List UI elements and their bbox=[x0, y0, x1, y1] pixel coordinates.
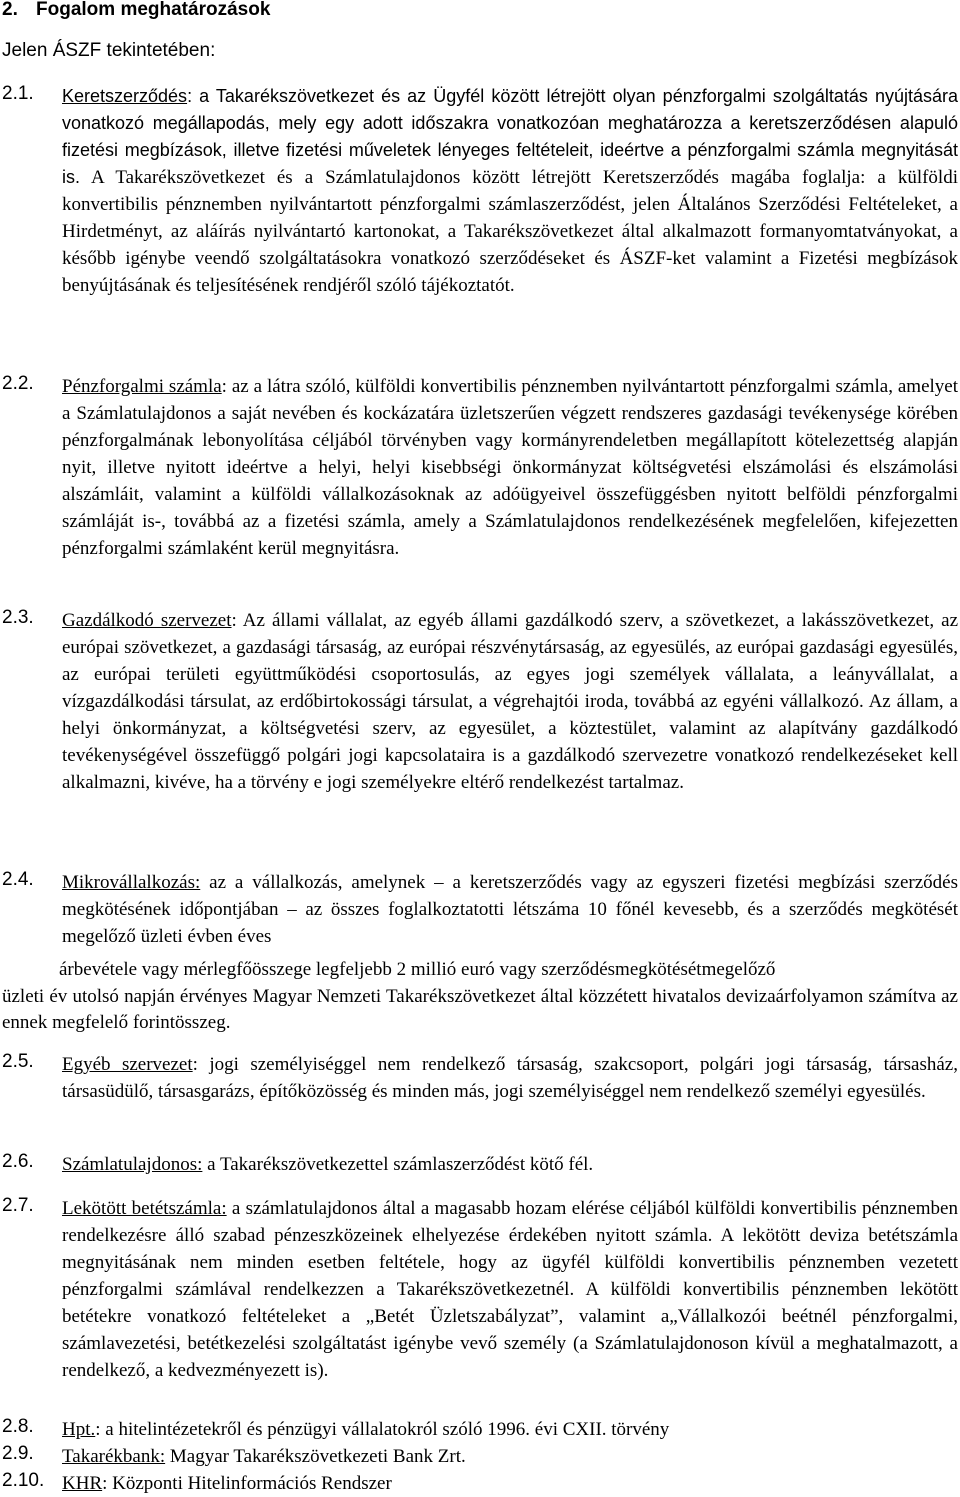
item-body bbox=[62, 1151, 958, 1178]
item-text: jogi személyiséggel nem rendelkező társaság, szakcsoport, polgári jogi társaság, társasház, társasüdülő, társasgarázs, építőközösség és minden más, jogi személyiséggel nem rendelkező személyi egyesülés. bbox=[62, 1054, 958, 1102]
definition-item bbox=[2, 1051, 958, 1105]
item-text: a Takarékszövetkezet és az Ügyfél között létrejött olyan pénzforgalmi szolgáltatás nyújtására vonatkozó megállapodás, mely egy adott időszakra vonatkozóan meghatározza a keretszerződésen alapuló fizetési megbízások, illetve fizetési műveletek lényeges feltételeit, ideértve a pénzforgalmi számla megnyitását is. bbox=[62, 86, 958, 187]
item-term: KHR bbox=[62, 1473, 103, 1494]
item-term: Mikrovállalkozás: bbox=[62, 872, 201, 893]
intro-text: Jelen ÁSZF tekintetében: bbox=[2, 40, 216, 61]
item-text: a számlatulajdonos által a magasabb hozam elérése céljából külföldi konvertibilis pénznemben rendelkezésre álló szabad pénzeszközeinek elhelyezése érdekében nyitott számla. A lekötött deviza betétszámla megnyitásának nem minden esetben feltétele, hogy az ügyfél külföldi konvertibilis pénznemben vezetett pénzforgalmi számlával rendelkezzen a Takarékszövetkezetnél. A külföldi konvertibilis pénznemben lekötött betétekre vonatkozó feltételeket a „Betét Üzletszabályzat”, valamint a„Vállalkozói beétnél pénzforgalmi, számlavezetési, betétkezelési szolgáltatást igénybe vevő személy (a Számlatulajdonoson kívül a meghatalmazott, a rendelkező, a kedvezményezett is). bbox=[62, 1198, 958, 1381]
item-number: 2.9. bbox=[2, 1443, 34, 1464]
item-body bbox=[62, 1443, 958, 1470]
item-body bbox=[62, 1470, 958, 1497]
item-term: Keretszerződés bbox=[62, 86, 188, 106]
item-separator: : bbox=[102, 1473, 108, 1494]
item-body bbox=[62, 1051, 958, 1105]
item-text: Központi Hitelinformációs Rendszer bbox=[107, 1473, 392, 1494]
item-term: Pénzforgalmi számla bbox=[62, 376, 222, 397]
item-separator: : bbox=[221, 376, 227, 397]
item-number: 2.3. bbox=[2, 607, 34, 628]
item-text: a Takarékszövetkezettel számlaszerződést kötő fél. bbox=[202, 1154, 594, 1175]
item-number: 2.7. bbox=[2, 1195, 34, 1216]
item-term: Hpt. bbox=[62, 1419, 96, 1440]
item-number: 2.8. bbox=[2, 1416, 34, 1437]
item-text: az a vállalkozás, amelynek – a keretszerződés vagy az egyszeri fizetési megbízási szerződés megkötésének időpontjában – az összes foglalkoztatotti létszáma 10 főnél kevesebb, és a szerződés megkötését megelőző üzleti évben éves bbox=[62, 872, 958, 947]
item-text: Az állami vállalat, az egyéb állami gazdálkodó szerv, a szövetkezet, a lakásszövetkezet, az európai szövetkezet, a gazdasági társaság, az európai részvénytársaság, az egyesülés, az európai gazdasági egyesülés, az európai területi együttműködési csoportosulás, az egyes jogi személyek vállalata, a leányvállalat, a vízgazdálkodási társulat, az erdőbirtokossági társulat, a végrehajtói iroda, továbbá az egyéni vállalkozó. Az állam, a helyi önkormányzat, a költségvetési szerv, az egyesület, a köztestület, valamint az alapítvány gazdálkodó tevékenységével összefüggő polgári jogi kapcsolataira is a gazdálkodó szervezetre vonatkozó rendelkezéseket kell alkalmazni, kivéve, ha a törvény e jogi személyekre eltérő rendelkezést tartalmaz. bbox=[62, 610, 959, 793]
continuation-text: üzleti év utolsó napján érvényes Magyar Nemzeti Takarékszövetkezet által közzétett hivatalos devizaárfolyamon számítva az ennek megfelelő forintösszeg. bbox=[2, 985, 958, 1033]
item-separator: : bbox=[192, 1054, 198, 1075]
item-term: Gazdálkodó szervezet bbox=[62, 610, 232, 631]
item-body bbox=[62, 869, 958, 950]
item-text: a hitelintézetekről és pénzügyi vállalatokról szóló 1996. évi CXII. törvény bbox=[100, 1419, 670, 1440]
item-body bbox=[62, 83, 958, 299]
section-title: Fogalom meghatározások bbox=[36, 0, 271, 20]
item-number: 2.10. bbox=[2, 1470, 45, 1491]
item-term: Takarékbank: bbox=[62, 1446, 166, 1467]
item-number: 2.2. bbox=[2, 373, 34, 394]
definition-item bbox=[2, 607, 958, 796]
item-separator: : bbox=[231, 610, 237, 631]
definition-item bbox=[2, 1470, 958, 1497]
item-term: Számlatulajdonos: bbox=[62, 1154, 203, 1175]
item-body bbox=[62, 373, 958, 562]
item-body bbox=[62, 1195, 958, 1384]
item-number: 2.4. bbox=[2, 869, 34, 890]
item-separator: : bbox=[187, 86, 193, 106]
definition-item bbox=[2, 869, 958, 950]
item-body bbox=[62, 607, 958, 796]
item-number: 2.5. bbox=[2, 1051, 34, 1072]
section-heading bbox=[2, 0, 270, 21]
definition-item bbox=[2, 83, 958, 299]
continuation-line: árbevétele vagy mérlegfőösszege legfeljebb 2 millió euró vagy szerződésmegkötésétmegelőző bbox=[59, 959, 776, 980]
item-text: Magyar Takarékszövetkezeti Bank Zrt. bbox=[165, 1446, 466, 1467]
item-number: 2.1. bbox=[2, 83, 34, 104]
item-term: Egyéb szervezet bbox=[62, 1054, 193, 1075]
item-text: az a látra szóló, külföldi konvertibilis pénznemben nyilvántartott pénzforgalmi számla, amelyet a Számlatulajdonos a saját nevében és kockázatára üzletszerűen végzett rendszeres gazdasági tevékenysége körében pénzforgalmának lebonyolítása céljából törvényben vagy kormányrendeletben megállapított kötelezettség alapján nyit, illetve nyitott ideértve a helyi, helyi kisebbségi önkormányzat költségvetési elszámolási és elszámolási alszámláit, valamint a külföldi vállalkozásoknak az adóügyeivel összefüggésben nyitott belföldi pénzforgalmi számláját is-, továbbá az a fizetési számla, amely a Számlatulajdonos rendelkezésének megfelelően, kifejezetten pénzforgalmi számlaként kerül megnyitásra. bbox=[62, 376, 958, 559]
item-separator: : bbox=[95, 1419, 101, 1440]
section-number: 2. bbox=[2, 0, 18, 20]
item-number: 2.6. bbox=[2, 1151, 34, 1172]
definition-item bbox=[2, 1151, 958, 1178]
definition-item bbox=[2, 373, 958, 562]
definition-item bbox=[2, 1416, 958, 1443]
definition-item bbox=[2, 1195, 958, 1384]
definition-continuation bbox=[2, 957, 958, 1037]
item-body bbox=[62, 1416, 958, 1443]
item-term: Lekötött betétszámla: bbox=[62, 1198, 227, 1219]
item-text-continued: A Takarékszövetkezet és a Számlatulajdonos között létrejött Keretszerződés magába foglalja: a külföldi konvertibilis pénznemben nyilvántartott pénzforgalmi számlaszerződést, jelen Általános Szerződési Feltételeket, a Hirdetményt, az aláírás nyilvántartó kartonokat, a Takarékszövetkezet által alkalmazott formanyomtatványokat, a később igénybe veendő szolgáltatásokra vonatkozó szerződéseket és ÁSZF-ket valamint a Fizetési megbízások benyújtásának és teljesítésének rendjéről szóló tájékoztatót. bbox=[62, 167, 958, 296]
definition-item bbox=[2, 1443, 958, 1470]
